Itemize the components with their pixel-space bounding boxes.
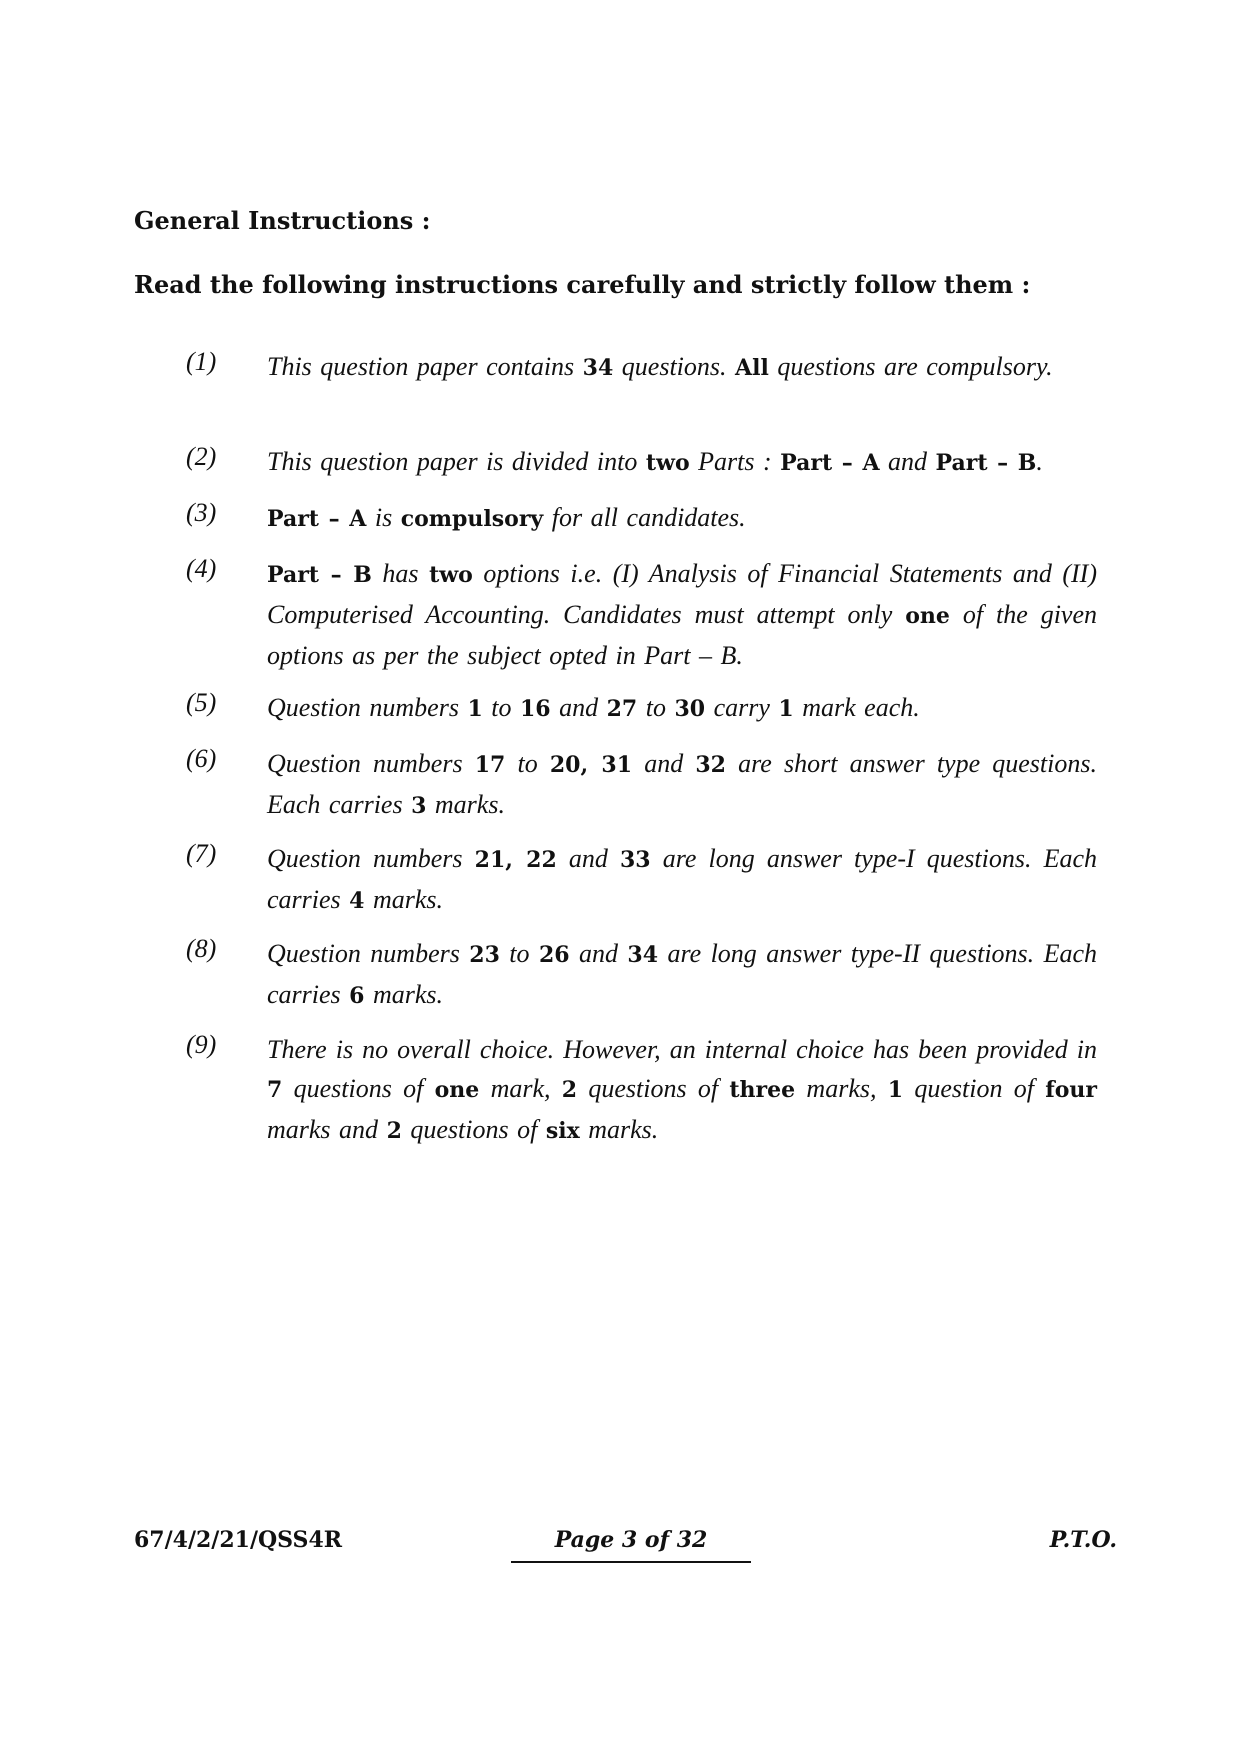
emphasis: 7 [267, 1077, 283, 1103]
emphasis: compulsory [400, 506, 544, 532]
emphasis: Part – A [267, 506, 367, 532]
emphasis: 34 [582, 355, 614, 381]
instruction-text: Question numbers 23 to 26 and 34 are long answer type-II questions. Each carries 6 marks. [267, 939, 1097, 1009]
instruction-text: There is no overall choice. However, an internal choice has been provided in 7 questions of one mark, 2 questions of three marks, 1 question of four marks and 2 questions of six marks. [267, 1035, 1097, 1144]
emphasis: 27 [606, 696, 638, 722]
paper-code: 67/4/2/21/QSS4R [134, 1527, 343, 1553]
emphasis: 3 [411, 793, 427, 819]
emphasis: 32 [695, 752, 726, 778]
instruction-text: Part – A is compulsory for all candidates. [267, 503, 746, 532]
instruction-number: (9) [186, 1030, 217, 1059]
emphasis: three [729, 1077, 796, 1103]
emphasis: 1 [778, 696, 794, 722]
instruction-number: (6) [186, 744, 217, 773]
emphasis: 21, 22 [474, 847, 557, 873]
emphasis: one [434, 1077, 480, 1103]
instruction-text: Question numbers 21, 22 and 33 are long answer type-I questions. Each carries 4 marks. [267, 844, 1098, 914]
emphasis: 2 [386, 1118, 402, 1144]
please-turn-over: P.T.O. [1049, 1527, 1117, 1553]
emphasis: Part – A [780, 450, 880, 476]
emphasis: 16 [519, 696, 551, 722]
general-instructions-heading: General Instructions : [134, 206, 431, 235]
instruction-number: (2) [186, 442, 217, 471]
emphasis: 1 [467, 696, 483, 722]
emphasis: four [1045, 1077, 1097, 1103]
emphasis: 17 [474, 752, 506, 778]
instruction-number: (3) [186, 498, 217, 527]
emphasis: 2 [561, 1077, 578, 1103]
instruction-text: Part – B has two options i.e. (I) Analysis of Financial Statements and (II) Computerised Accounting. Candidates must attempt only one of the given options as per the subject opted in Part – B. [267, 559, 1097, 670]
emphasis: 23 [469, 942, 500, 968]
emphasis: 4 [349, 888, 365, 914]
instruction-number: (8) [186, 934, 217, 963]
emphasis: 26 [538, 942, 570, 968]
instruction-text: Question numbers 1 to 16 and 27 to 30 carry 1 mark each. [267, 693, 920, 722]
page-number: Page 3 of 32 [511, 1527, 751, 1563]
instruction-number: (1) [186, 347, 217, 376]
instruction-number: (7) [186, 839, 217, 868]
emphasis: 1 [887, 1077, 904, 1103]
instruction-number: (4) [186, 554, 217, 583]
instructions-subheading: Read the following instructions carefully and strictly follow them : [134, 270, 1031, 299]
instruction-text: Question numbers 17 to 20, 31 and 32 are short answer type questions. Each carries 3 marks. [267, 749, 1097, 819]
emphasis: two [645, 450, 690, 476]
emphasis: 30 [674, 696, 706, 722]
emphasis: 33 [620, 847, 651, 873]
emphasis: Part – B [267, 562, 372, 588]
emphasis: Part – B [935, 450, 1037, 476]
emphasis: All [735, 355, 769, 381]
emphasis: 20, 31 [549, 752, 633, 778]
emphasis: two [429, 562, 473, 588]
emphasis: six [545, 1118, 580, 1144]
emphasis: one [905, 603, 950, 629]
instruction-text: This question paper contains 34 questions. All questions are compulsory. [267, 352, 1053, 381]
instruction-text: This question paper is divided into two Parts : Part – A and Part – B. [267, 447, 1043, 476]
emphasis: 34 [627, 942, 659, 968]
emphasis: 6 [349, 983, 365, 1009]
instruction-number: (5) [186, 688, 217, 717]
